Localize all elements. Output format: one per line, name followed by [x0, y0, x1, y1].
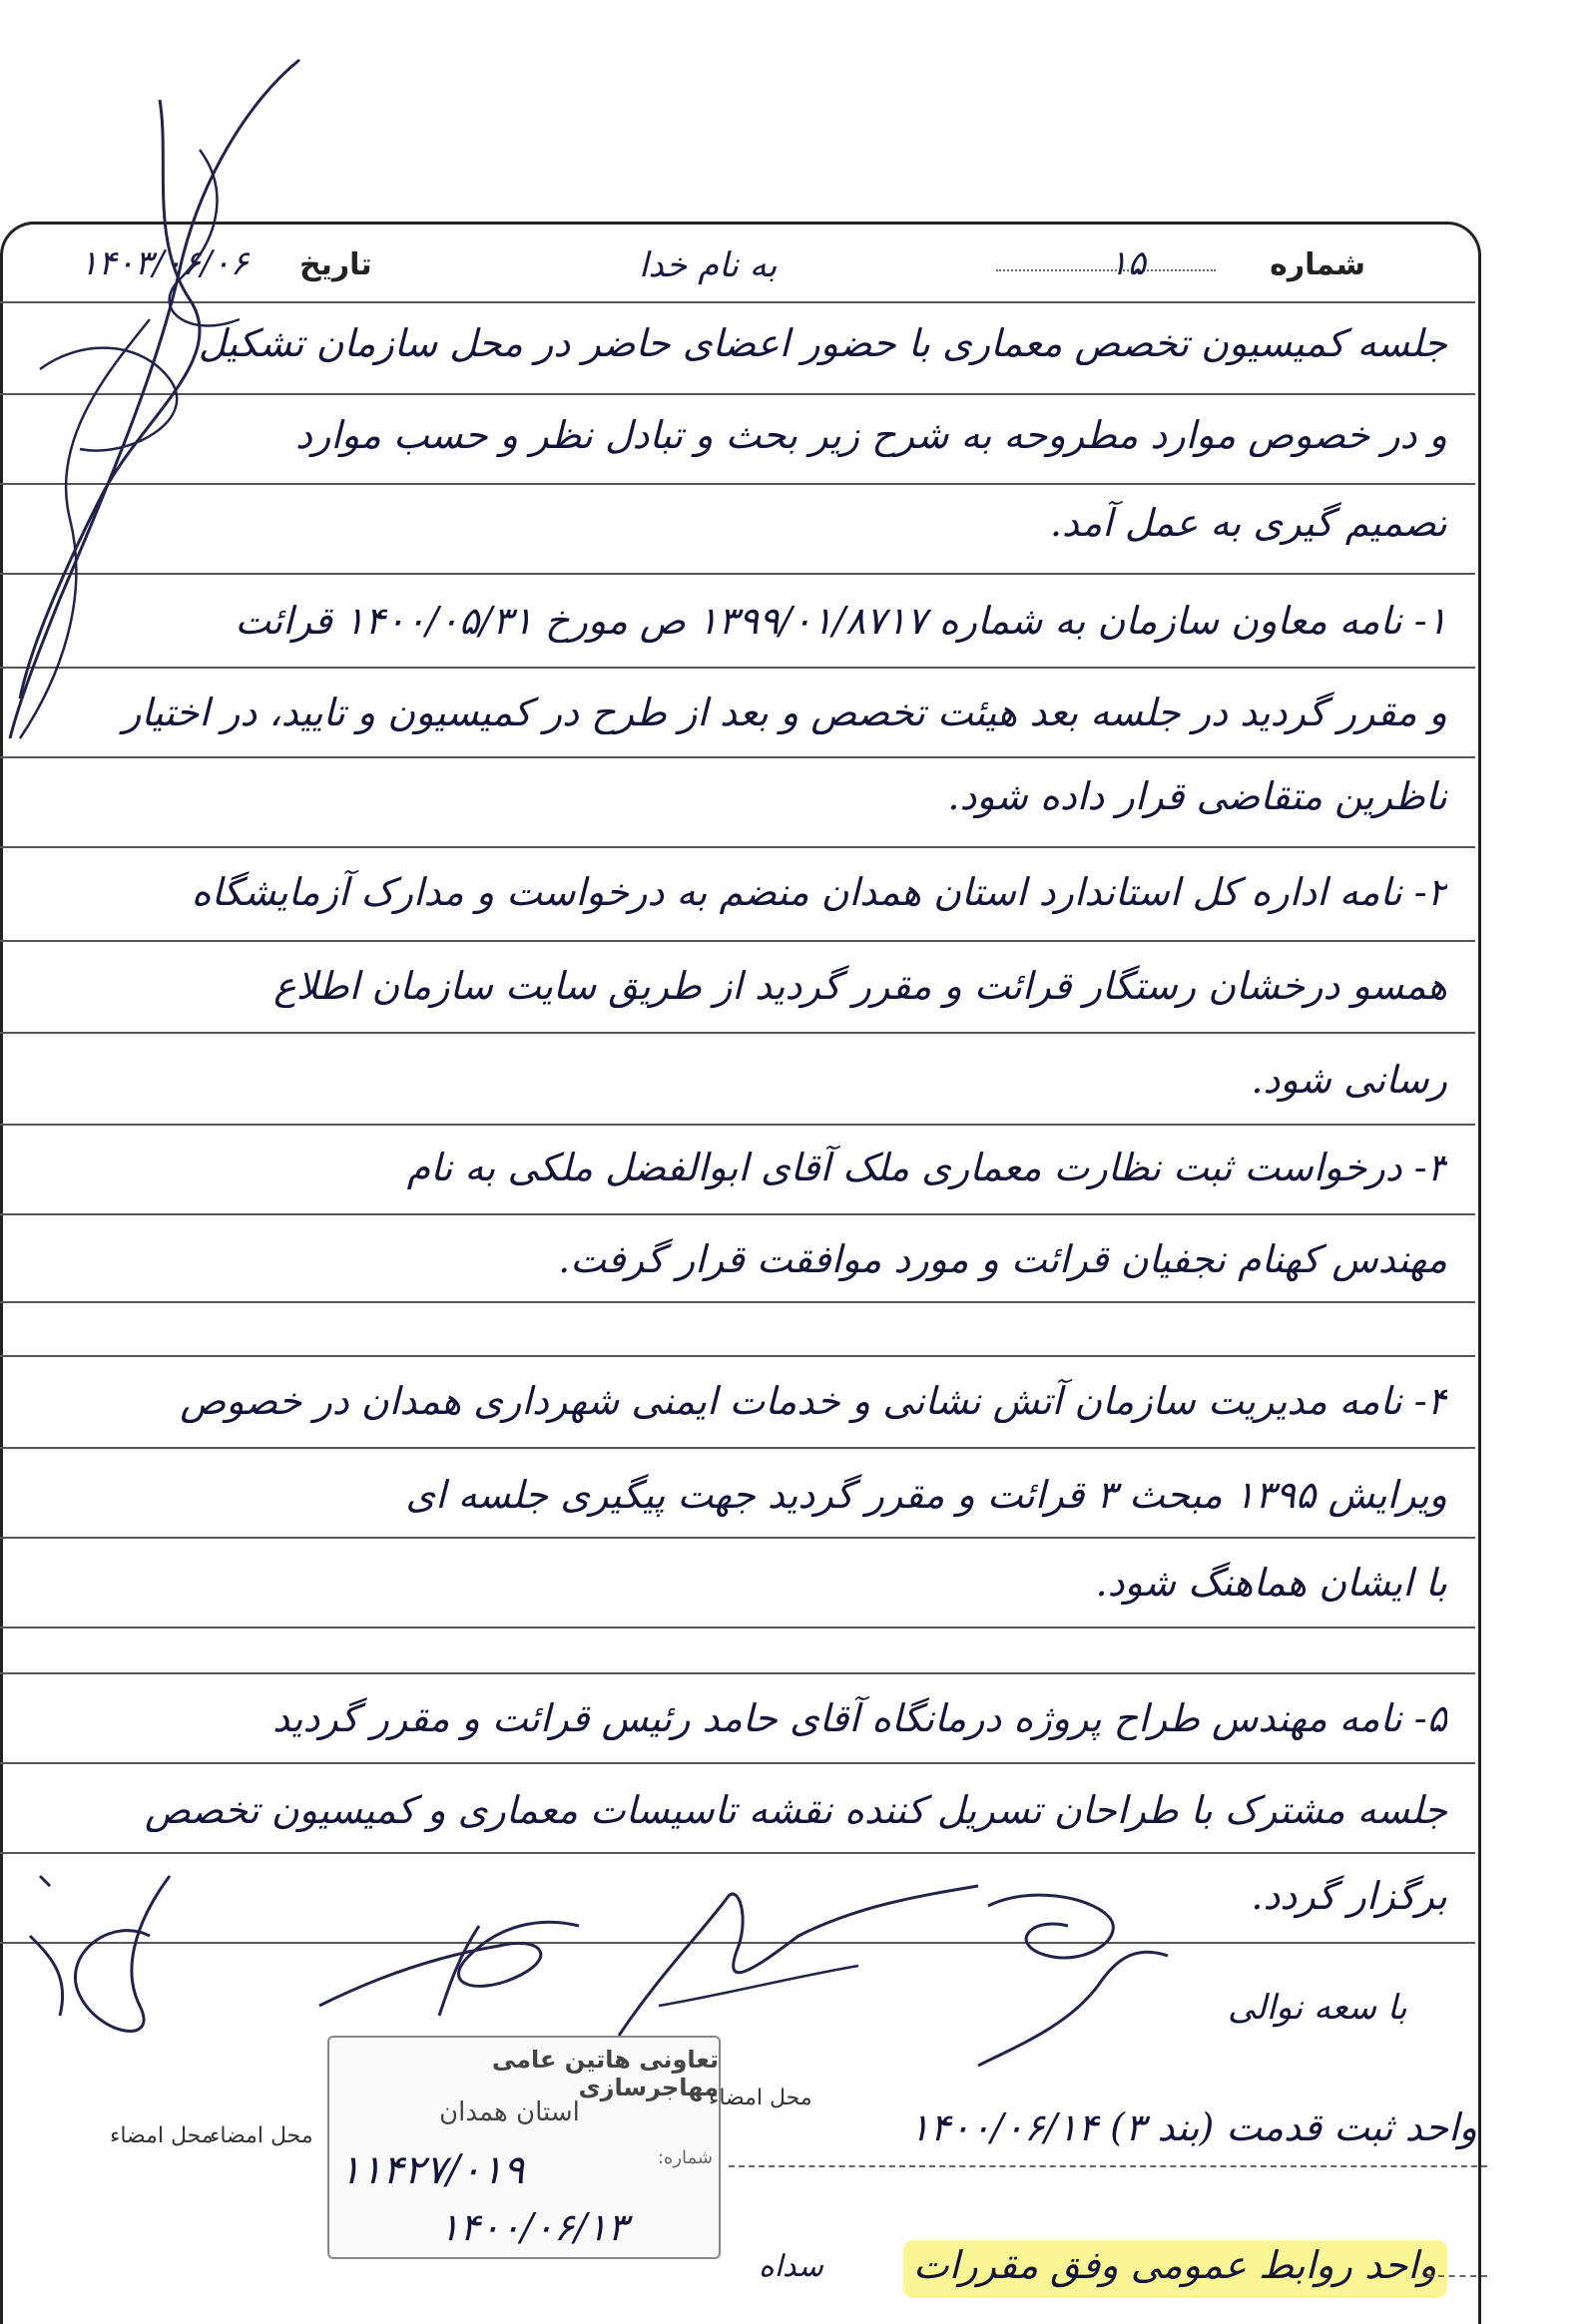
signature-3 — [599, 1856, 998, 2056]
signature-label-right: محل امضاء — [709, 2086, 812, 2110]
ruled-line — [0, 1032, 1475, 1034]
minutes-line: جلسه کمیسیون تخصص معماری با حضور اعضای حاضر در محل سازمان تشکیل — [198, 321, 1447, 365]
footer-initials: سداه — [759, 2249, 823, 2284]
ruled-line — [0, 1627, 1475, 1628]
date-label: تاریخ — [299, 247, 372, 282]
margin-signature-left — [20, 1856, 240, 2056]
stamp-date: ۱۴۰۰/۰۶/۱۳ — [439, 2205, 628, 2249]
minutes-line: برگزار گردد. — [1251, 1874, 1447, 1918]
minutes-line: و در خصوص موارد مطروحه به شرح زیر بحث و تبادل نظر و حسب موارد — [295, 413, 1447, 457]
ruled-line — [0, 1447, 1475, 1449]
ruled-line — [0, 1537, 1475, 1539]
minutes-line: جلسه مشترک با طراحان تسریل کننده نقشه تاسیسات معماری و کمیسیون تخصص — [145, 1788, 1447, 1832]
footer-note-2: واحد روابط عمومی وفق مقررات — [913, 2243, 1437, 2287]
signature-label-left: محل امضاء — [110, 2123, 214, 2148]
signature-4 — [948, 1876, 1198, 2076]
minutes-line: ناظرین متقاضی قرار داده شود. — [947, 774, 1447, 818]
minutes-line: و مقرر گردید در جلسه بعد هیئت تخصص و بعد از طرح در کمیسیون و تایید، در اختیار — [123, 691, 1447, 734]
side-note: با سعه نوالی — [1228, 1988, 1407, 2028]
ruled-line — [0, 1355, 1475, 1357]
minutes-line: رسانی شود. — [1251, 1058, 1447, 1102]
minutes-line: ۵- نامه مهندس طراح پروژه درمانگاه آقای حامد رئیس قرائت و مقرر گردید — [271, 1696, 1447, 1740]
signature-label-mid: محل امضاء — [210, 2123, 313, 2148]
minutes-line: با ایشان هماهنگ شود. — [1095, 1561, 1447, 1605]
number-value: ۱۵ — [1109, 243, 1146, 283]
minutes-line: ویرایش ۱۳۹۵ مبحث ۳ قرائت و مقرر گردید جهت پیگیری جلسه ای — [405, 1473, 1447, 1517]
minutes-line: ۴- نامه مدیریت سازمان آتش نشانی و خدمات ایمنی شهرداری همدان در خصوص — [180, 1379, 1447, 1423]
stamp-number-label: شماره: — [657, 2147, 713, 2168]
footer-rule — [729, 2165, 1487, 2167]
date-value: ۱۴۰۳/۰۶/۰۶ — [80, 243, 250, 283]
minutes-line: همسو درخشان رستگار قرائت و مقرر گردید از طریق سایت سازمان اطلاع — [273, 964, 1447, 1008]
minutes-line: ۱- نامه معاون سازمان به شماره ۱۳۹۹/۰۱/۸۷۱۷ ص مورخ ۱۴۰۰/۰۵/۳۱ قرائت — [235, 599, 1447, 643]
stamp-subtitle: استان همدان — [439, 2097, 580, 2127]
minutes-line: ۲- نامه اداره کل استاندارد استان همدان منضم به درخواست و مدارک آزمایشگاه — [191, 870, 1447, 914]
ruled-line — [0, 846, 1475, 848]
ruled-line — [0, 1762, 1475, 1764]
minutes-line: مهندس کهنام نجفیان قرائت و مورد موافقت قرار گرفت. — [558, 1237, 1447, 1281]
document-heading: به نام خدا — [639, 245, 778, 285]
minutes-line: تصمیم گیری به عمل آمد. — [1049, 501, 1447, 545]
minutes-line: ۳- درخواست ثبت نظارت معماری ملک آقای ابوالفضل ملکی به نام — [406, 1146, 1447, 1189]
footer-rule-2 — [1427, 2275, 1487, 2277]
margin-signature-scribble — [0, 40, 359, 758]
number-label: شماره — [1270, 247, 1365, 282]
ruled-line — [0, 1852, 1475, 1854]
footer-note-1: واحد ثبت قدمت (بند ۳) ۱۴۰۰/۰۶/۱۴ — [909, 2105, 1477, 2149]
signature-2 — [299, 1896, 599, 2036]
ruled-line — [0, 1213, 1475, 1215]
number-dotted-line — [996, 269, 1216, 271]
ruled-line — [0, 1301, 1475, 1303]
ruled-line — [0, 1124, 1475, 1126]
stamp-number: ۱۱۴۲۷/۰۱۹ — [339, 2147, 525, 2193]
registration-stamp — [327, 2036, 721, 2259]
ruled-line — [0, 1672, 1475, 1674]
ruled-line — [0, 940, 1475, 942]
stamp-title: تعاونی هاتین عامی مهاجرسازی — [491, 2046, 719, 2101]
